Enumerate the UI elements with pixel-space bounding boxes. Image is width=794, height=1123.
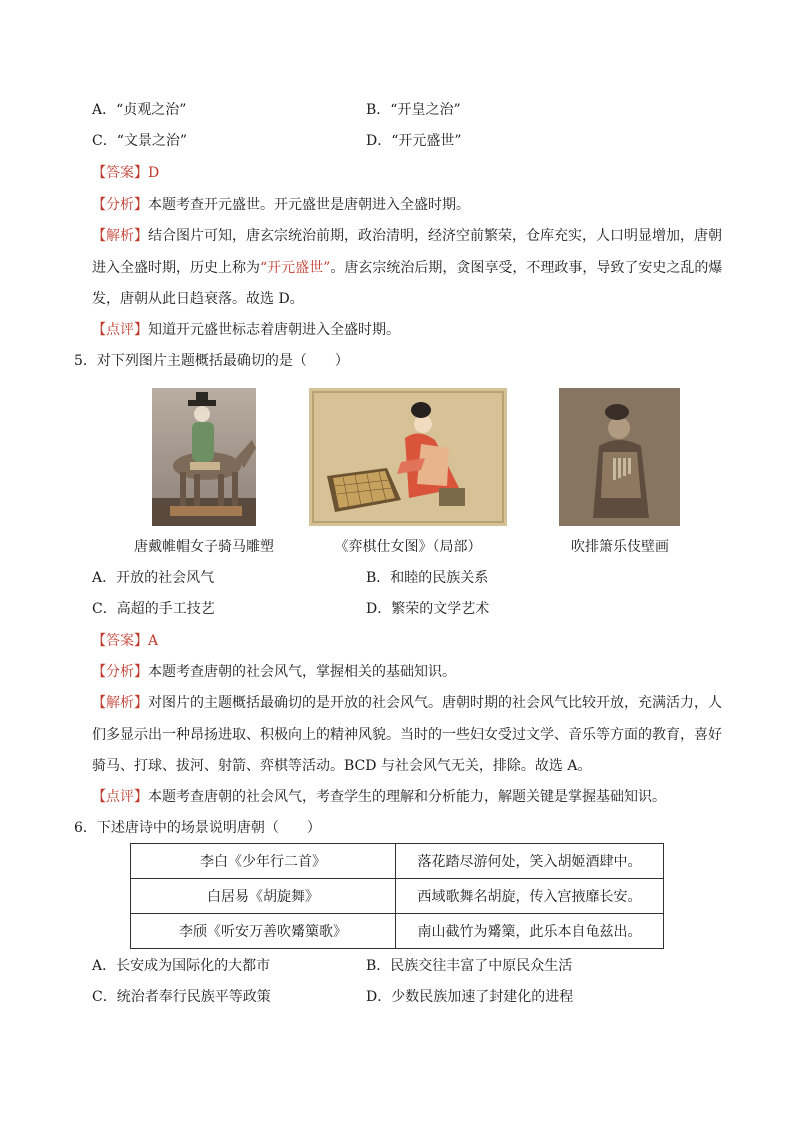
q4-option-c: C．“文景之治” bbox=[92, 133, 188, 149]
poem-line: 西域歌舞名胡旋，传入宫掖靡长安。 bbox=[396, 879, 664, 914]
q6-option-b: B．民族交往丰富了中原民众生活 bbox=[366, 958, 573, 974]
comment-tag: 【点评】 bbox=[92, 322, 148, 338]
explain-tag: 【解析】 bbox=[92, 228, 148, 244]
q5-option-b: B．和睦的民族关系 bbox=[366, 570, 489, 586]
q6-option-d: D．少数民族加速了封建化的进程 bbox=[366, 989, 574, 1005]
answer-value: A bbox=[148, 633, 159, 649]
q4-option-a: A．“贞观之治” bbox=[92, 102, 187, 118]
q4-option-d: D．“开元盛世” bbox=[366, 133, 462, 149]
q4-analysis bbox=[92, 195, 470, 215]
table-row bbox=[131, 914, 664, 949]
sculpture-image bbox=[152, 388, 256, 526]
poem-line: 南山截竹为觱篥，此乐本自龟兹出。 bbox=[396, 914, 664, 949]
q5-explain-line-1: 【解析】对图片的主题概括最确切的是开放的社会风气。唐朝时期的社会风气比较开放，充满活力，人 bbox=[92, 695, 722, 711]
q4-explain-line-1: 【解析】结合图片可知，唐玄宗统治前期，政治清明，经济空前繁荣，仓库充实，人口明显增加，唐朝 bbox=[92, 228, 722, 244]
table-row bbox=[131, 879, 664, 914]
q5-explain-line-2: 们多显示出一种昂扬进取、积极向上的精神风貌。当时的一些妇女受过文学、音乐等方面的教育，喜好 bbox=[92, 727, 722, 743]
q5-explain-line-3: 骑马、打球、拔河、射箭、弈棋等活动。BCD 与社会风气无关，排除。故选 A。 bbox=[92, 758, 592, 774]
q4-answer bbox=[92, 163, 159, 183]
painting-image bbox=[309, 388, 507, 526]
q6-option-c: C．统治者奉行民族平等政策 bbox=[92, 989, 271, 1005]
caption-painting: 《弈棋仕女图》（局部） bbox=[334, 539, 482, 555]
answer-tag: 【答案】 bbox=[92, 165, 148, 181]
answer-tag: 【答案】 bbox=[92, 633, 148, 649]
q5-stem: 5．对下列图片主题概括最确切的是（ ） bbox=[74, 353, 349, 369]
q5-option-c: C．高超的手工技艺 bbox=[92, 601, 215, 617]
explain-tag: 【解析】 bbox=[92, 695, 148, 711]
poem-source: 李白《少年行二首》 bbox=[131, 844, 396, 879]
mural-image bbox=[559, 388, 680, 526]
q4-comment: 【点评】知道开元盛世标志着唐朝进入全盛时期。 bbox=[92, 322, 400, 338]
caption-sculpture: 唐戴帷帽女子骑马雕塑 bbox=[134, 539, 274, 555]
answer-value: D bbox=[148, 165, 160, 181]
table-row bbox=[131, 844, 664, 879]
q5-option-d: D．繁荣的文学艺术 bbox=[366, 601, 490, 617]
poem-line: 落花踏尽游何处，笑入胡姬酒肆中。 bbox=[396, 844, 664, 879]
poem-table bbox=[130, 843, 664, 949]
analysis-text: 本题考查开元盛世。开元盛世是唐朝进入全盛时期。 bbox=[148, 197, 470, 213]
q5-answer bbox=[92, 631, 158, 651]
analysis-tag: 【分析】 bbox=[92, 664, 148, 680]
q5-option-a: A．开放的社会风气 bbox=[92, 570, 215, 586]
q5-comment: 【点评】本题考查唐朝的社会风气，考查学生的理解和分析能力，解题关键是掌握基础知识。 bbox=[92, 789, 666, 805]
caption-mural: 吹排箫乐伎壁画 bbox=[571, 539, 669, 555]
q5-analysis: 【分析】本题考查唐朝的社会风气，掌握相关的基础知识。 bbox=[92, 664, 456, 680]
q4-explain-line-3: 发，唐朝从此日趋衰落。故选 D。 bbox=[92, 291, 304, 307]
comment-tag: 【点评】 bbox=[92, 789, 148, 805]
poem-source: 李颀《听安万善吹觱篥歌》 bbox=[131, 914, 396, 949]
analysis-tag: 【分析】 bbox=[92, 197, 148, 213]
q4-explain-line-2: 进入全盛时期，历史上称为“开元盛世”。唐玄宗统治后期，贪图享受，不理政事，导致了安史之乱的爆 bbox=[92, 260, 723, 276]
q4-option-b: B．“开皇之治” bbox=[366, 102, 461, 118]
poem-source: 白居易《胡旋舞》 bbox=[131, 879, 396, 914]
q6-option-a: A．长安成为国际化的大都市 bbox=[92, 958, 271, 974]
highlight-term: “开元盛世” bbox=[260, 260, 331, 276]
q6-stem: 6．下述唐诗中的场景说明唐朝（ ） bbox=[74, 820, 321, 836]
